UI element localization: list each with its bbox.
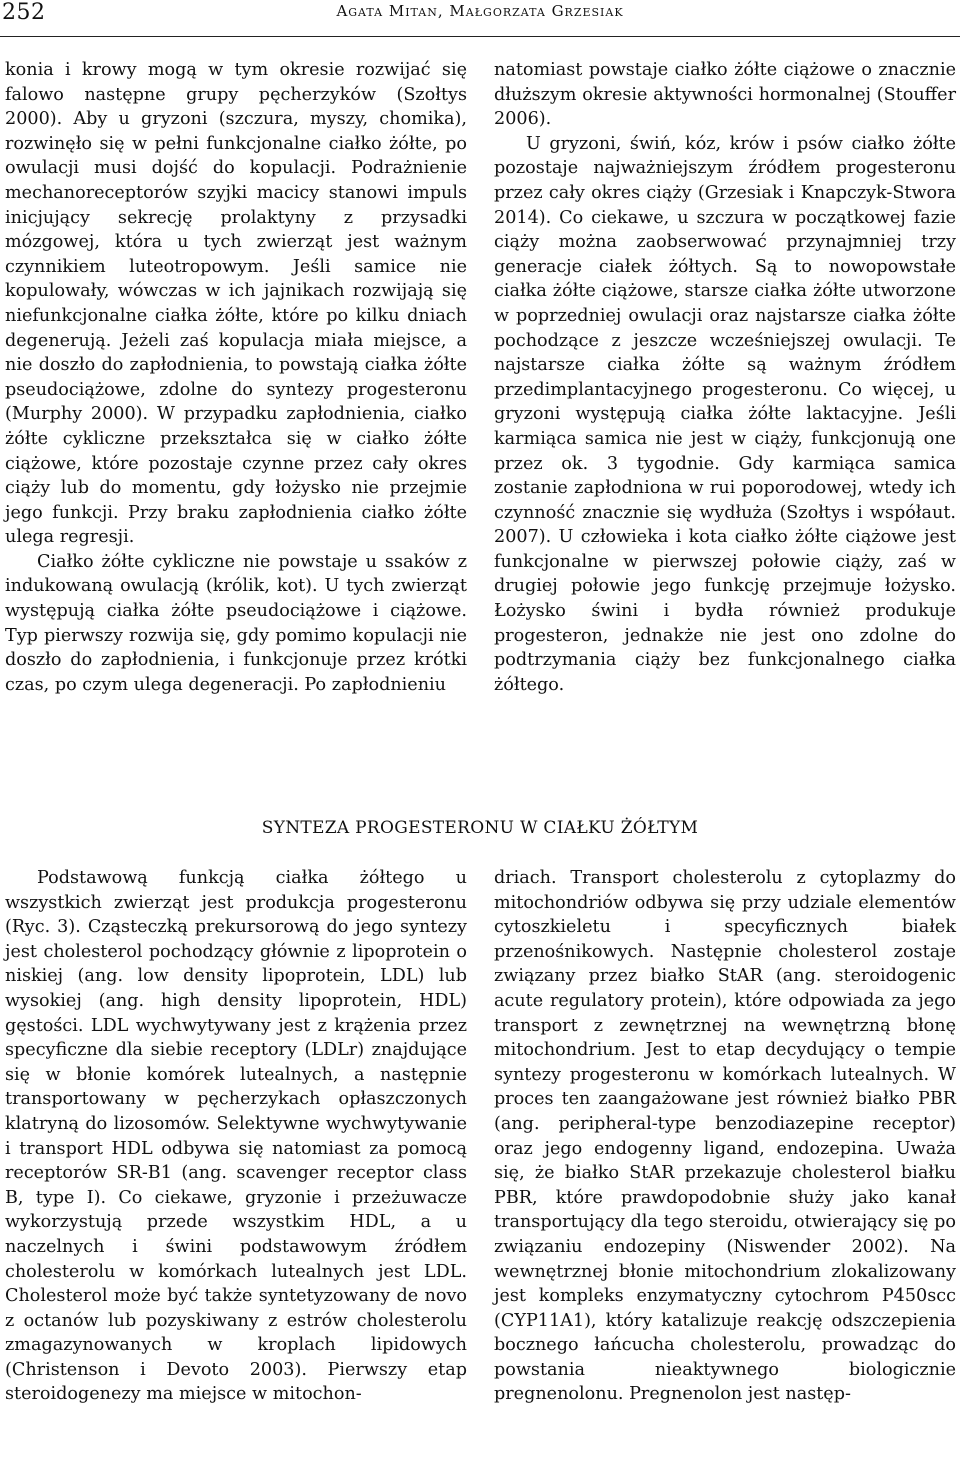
section-heading: SYNTEZA PROGESTERONU W CIAŁKU ŻÓŁTYM <box>261 818 699 838</box>
page-number: 252 <box>2 0 46 25</box>
right-column-top <box>494 58 956 697</box>
paragraph: Ciałko żółte cykliczne nie powstaje u ssaków z indukowaną owulacją (królik, kot). U tych zwierząt występują ciałka żółte pseudociążowe i ciążowe. Typ pierwszy rozwija się, gdy pomimo kopulacji nie doszło do zapłodnienia, i funkcjonuje przez krótki czas, po czym ulega degeneracji. Po zapłodnieniu <box>5 551 467 695</box>
header-rule <box>0 36 960 37</box>
paragraph: konia i krowy mogą w tym okresie rozwijać się falowo następne grupy pęcherzyków (Szołtys 2000). Aby u gryzoni (szczura, myszy, chomika), rozwinęło się w pełni funkcjonalne ciałko żółte, po owulacji musi dojść do kopulacji. Podrażnienie mechanoreceptorów szyjki macicy stanowi impuls inicjujący sekrecję prolaktyny z przysadki mózgowej, która u tych zwierząt jest ważnym czynnikiem luteotropowym. Jeśli samice nie kopulowały, wówczas w ich jajnikach rozwijają się niefunkcjonalne ciałka żółte, które po kilku dniach degenerują. Jeżeli zaś kopulacja miała miejsce, a nie doszło do zapłodnienia, to powstają ciałka żółte pseudociążowe, zdolne do syntezy progesteronu (Murphy 2000). W przypadku zapłodnienia, ciałko żółte cykliczne przekształca się w ciałko żółte ciążowe, które pozostaje czynne przez cały okres ciąży lub do momentu, gdy łożysko nie przejmie jego funkcji. Przy braku zapłodnienia ciałko żółte ulega regresji. <box>5 60 467 548</box>
paragraph: natomiast powstaje ciałko żółte ciążowe o znacznie dłuższym okresie aktywności hormonalnej (Stouffer 2006). <box>494 60 956 130</box>
right-column-bottom <box>494 866 956 1407</box>
left-column-top <box>5 58 467 697</box>
paragraph: driach. Transport cholesterolu z cytoplazmy do mitochondriów odbywa się przy udziale elementów cytoszkieletu i specyficznych białek przenośnikowych. Następnie cholesterol zostaje związany przez białko StAR (ang. steroidogenic acute regulatory protein), które odpowiada za jego transport z zewnętrznej na wewnętrzną błonę mitochondrium. Jest to etap decydujący o tempie syntezy progesteronu w komórkach lutealnych. W proces ten zaangażowane jest również białko PBR (ang. peripheral-type benzodiazepine receptor) oraz jego endogenny ligand, endozepina. Uważa się, że białko StAR przekazuje cholesterol białku PBR, które prawdopodobnie służy jako kanał transportujący dla tego steroidu, otwierający się po związaniu endozepiny (Niswender 2002). Na wewnętrznej błonie mitochondrium zlokalizowany jest kompleks enzymatyczny cytochrom P450scc (CYP11A1), który katalizuje reakcję odszczepienia bocznego łańcucha cholesterolu, prowadząc do powstania nieaktywnego biologicznie pregnenolonu. Pregnenolon jest następ- <box>494 868 956 1405</box>
paragraph: U gryzoni, świń, kóz, krów i psów ciałko żółte pozostaje najważniejszym źródłem progesteronu przez cały okres ciąży (Grzesiak i Knapczyk-Stwora 2014). Co ciekawe, u szczura w początkowej fazie ciąży można zaobserwować przynajmniej trzy generacje ciałek żółtych. Są to nowopowstałe ciałka żółte ciążowe, starsze ciałka żółte utworzone w poprzedniej owulacji oraz najstarsze ciałka żółte pochodzące z jeszcze wcześniejszej owulacji. Te najstarsze ciałka żółte są ważnym źródłem przedimplantacyjnego progesteronu. Co więcej, u gryzoni występują ciałka żółte laktacyjne. Jeśli karmiąca samica nie jest w ciąży, funkcjonują one przez ok. 3 tygodnie. Gdy karmiąca samica zostanie zapłodniona w rui poporodowej, wtedy ich czynność znacznie się wydłuża (Szołtys i współaut. 2007). U człowieka i kota ciałko żółte ciążowe jest funkcjonalne w pierwszej połowie ciąży, zaś w drugiej połowie jego funkcję przejmuje łożysko. Łożysko świni i bydła również produkuje progesteron, jednakże nie jest ono zdolne do podtrzymania ciąży bez funkcjonalnego ciałka żółtego. <box>494 133 956 695</box>
left-column-bottom <box>5 866 467 1407</box>
running-head: Agata Mitan, Małgorzata Grzesiak <box>336 2 624 20</box>
paragraph: Podstawową funkcją ciałka żółtego u wszystkich zwierząt jest produkcja progesteronu (Ryc. 3). Cząsteczką prekursorową do jego syntezy jest cholesterol pochodzący głównie z lipoprotein o niskiej (ang. low density lipoprotein, LDL) lub wysokiej (ang. high density lipoprotein, HDL) gęstości. LDL wychwytywany jest z krążenia przez specyficzne dla siebie receptory (LDLr) znajdujące się w błonie komórek lutealnych, a następnie transportowany w pęcherzykach opłaszczonych klatryną do lizosomów. Selektywne wychwytywanie i transport HDL odbywa się natomiast za pomocą receptorów SR-B1 (ang. scavenger receptor class B, type I). Co ciekawe, gryzonie i przeżuwacze wykorzystują przede wszystkim HDL, a u naczelnych i świni podstawowym źródłem cholesterolu w komórkach lutealnych jest LDL. Cholesterol może być także syntetyzowany de novo z octanów lub pozyskiwany z estrów cholesterolu zmagazynowanych w kroplach lipidowych (Christenson i Devoto 2003). Pierwszy etap steroidogenezy ma miejsce w mitochon- <box>5 868 467 1405</box>
